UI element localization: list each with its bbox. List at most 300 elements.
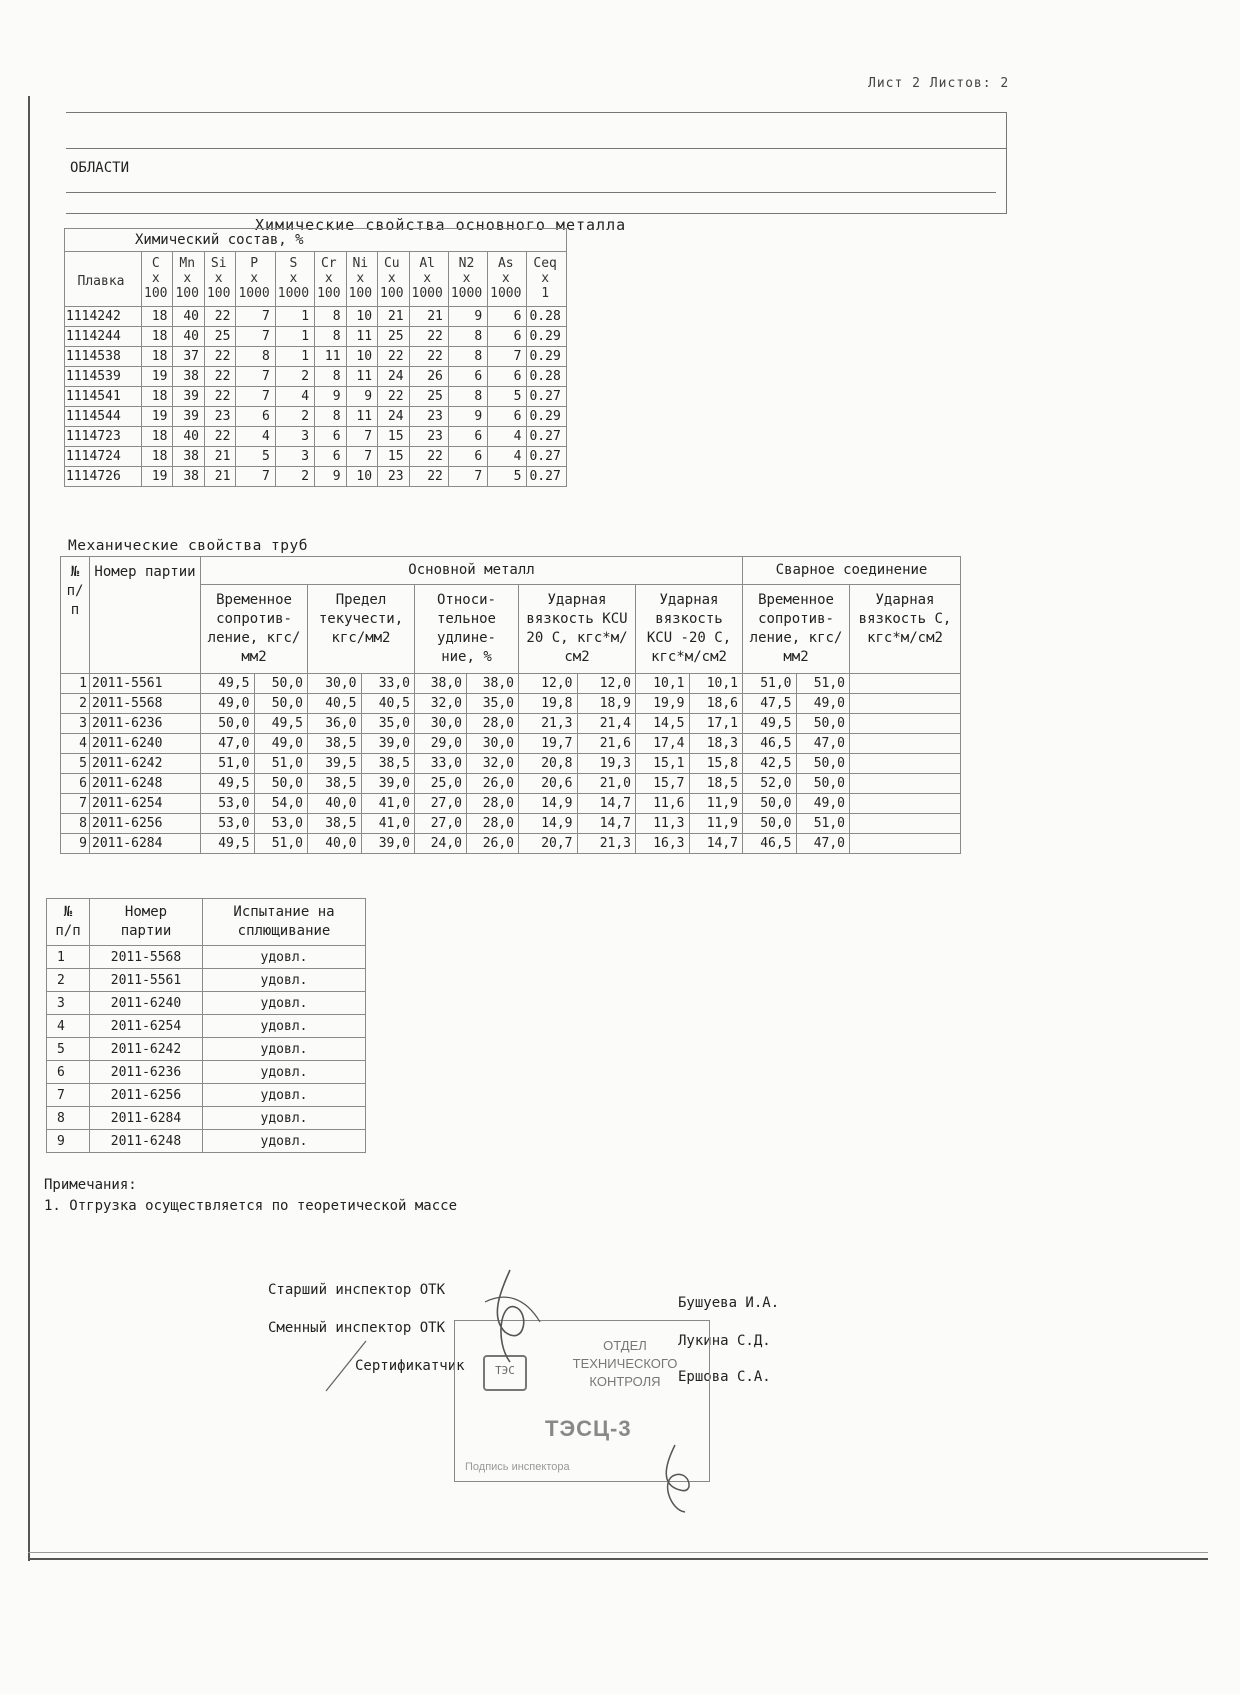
- cell: 33,0: [361, 674, 415, 694]
- cell: 39,0: [361, 834, 415, 854]
- table-row: [61, 834, 961, 854]
- cell: 11,3: [636, 814, 690, 834]
- cell: 8: [315, 307, 346, 327]
- table-row: [61, 814, 961, 834]
- table-row: [65, 447, 567, 467]
- sheet-number: Лист 2 Листов: 2: [868, 76, 1010, 91]
- cell: 53,0: [201, 794, 255, 814]
- table-row: [65, 367, 567, 387]
- cell: 51,0: [201, 754, 255, 774]
- cell: 19,3: [577, 754, 636, 774]
- cell: 4: [488, 427, 527, 447]
- cell: 6: [236, 407, 275, 427]
- test-result: удовл.: [203, 1061, 366, 1084]
- cell: 25: [409, 387, 448, 407]
- row-number: 1: [47, 946, 90, 969]
- cell: 21,3: [519, 714, 578, 734]
- lot-number: 2011-6240: [90, 992, 203, 1015]
- cell: 7: [236, 327, 275, 347]
- cell: 21,4: [577, 714, 636, 734]
- cell: 17,1: [689, 714, 743, 734]
- table-row: [47, 969, 366, 992]
- cell: 30,0: [308, 674, 362, 694]
- row-number: 6: [47, 1061, 90, 1084]
- element-mult: x: [214, 271, 223, 286]
- certifier-name: Ершова С.А.: [678, 1369, 771, 1385]
- table-row: [47, 1084, 366, 1107]
- table-row: [65, 467, 567, 487]
- table-row: [61, 734, 961, 754]
- cell: 35,0: [361, 714, 415, 734]
- signature-scribble-2: [316, 1336, 376, 1396]
- cell: 38: [173, 367, 204, 387]
- element-mult: x: [151, 271, 160, 286]
- cell: 47,5: [743, 694, 797, 714]
- chemical-subtitle: Химический состав, %: [65, 229, 567, 252]
- cell: 10: [346, 307, 377, 327]
- cell: 18,3: [689, 734, 743, 754]
- cell: 49,0: [796, 794, 850, 814]
- mechanical-table: [60, 556, 961, 854]
- cell: 38,5: [308, 774, 362, 794]
- flat-col-test: Испытание на сплющивание: [203, 899, 366, 946]
- cell: 11: [315, 347, 346, 367]
- heat-number: 1114724: [65, 447, 142, 467]
- cell: 5: [236, 447, 275, 467]
- cell: 2: [275, 367, 314, 387]
- cell: 11,6: [636, 794, 690, 814]
- cell: 49,0: [796, 694, 850, 714]
- col-element: [236, 252, 275, 307]
- cell: 0.29: [527, 327, 566, 347]
- cell: 10,1: [689, 674, 743, 694]
- cell: 23: [378, 467, 409, 487]
- cell: 50,0: [796, 754, 850, 774]
- lot-number: 2011-6242: [90, 754, 201, 774]
- group-base-metal: Основной металл: [201, 557, 743, 585]
- weld-impact-cell: [850, 814, 961, 834]
- table-row: [65, 307, 567, 327]
- heat-number: 1114544: [65, 407, 142, 427]
- senior-inspector-name: Бушуева И.А.: [678, 1295, 780, 1311]
- cell: 46,5: [743, 734, 797, 754]
- cell: 5: [488, 387, 527, 407]
- col-element: [173, 252, 204, 307]
- weld-impact-cell: [850, 794, 961, 814]
- element-mult: x: [289, 271, 298, 286]
- cell: 10: [346, 347, 377, 367]
- table-row: [47, 946, 366, 969]
- cell: 26: [409, 367, 448, 387]
- table-row: [47, 1061, 366, 1084]
- cell: 47,0: [796, 834, 850, 854]
- col-element: [142, 252, 173, 307]
- senior-inspector-role: Старший инспектор ОТК: [268, 1282, 446, 1298]
- element-symbol: N2: [458, 256, 475, 271]
- cell: 22: [409, 467, 448, 487]
- cell: 8: [448, 387, 487, 407]
- element-symbol: S: [289, 256, 298, 271]
- chemical-title: Химические свойства основного металла: [255, 216, 627, 234]
- cell: 22: [204, 387, 235, 407]
- element-unit: 100: [348, 286, 373, 301]
- cell: 50,0: [254, 674, 308, 694]
- cell: 22: [409, 347, 448, 367]
- row-number: 5: [47, 1038, 90, 1061]
- cell: 7: [346, 427, 377, 447]
- table-row: [47, 1130, 366, 1153]
- element-symbol: Mn: [179, 256, 196, 271]
- header-divider: [66, 148, 1006, 149]
- cell: 22: [204, 347, 235, 367]
- weld-impact-cell: [850, 674, 961, 694]
- lot-number: 2011-6284: [90, 834, 201, 854]
- cell: 32,0: [467, 754, 519, 774]
- element-symbol: Cu: [383, 256, 400, 271]
- heat-number: 1114538: [65, 347, 142, 367]
- cell: 22: [378, 387, 409, 407]
- cell: 14,5: [636, 714, 690, 734]
- lot-number: 2011-6284: [90, 1107, 203, 1130]
- cell: 11,9: [689, 814, 743, 834]
- cell: 22: [378, 347, 409, 367]
- cell: 7: [236, 307, 275, 327]
- table-row: [47, 992, 366, 1015]
- weld-impact-cell: [850, 834, 961, 854]
- col-kcu-20: Ударная вязкость KCU 20 C, кгс*м/см2: [519, 585, 636, 674]
- lot-number: 2011-6240: [90, 734, 201, 754]
- cell: 2: [275, 407, 314, 427]
- stamp-department: ОТДЕЛ ТЕХНИЧЕСКОГО КОНТРОЛЯ: [572, 1338, 678, 1389]
- cell: 20,7: [519, 834, 578, 854]
- col-element: [204, 252, 235, 307]
- shift-inspector-name: Лукина С.Д.: [678, 1333, 771, 1349]
- element-mult: x: [324, 271, 333, 286]
- table-row: [65, 387, 567, 407]
- row-number: 3: [47, 992, 90, 1015]
- cell: 0.29: [527, 407, 566, 427]
- cell: 35,0: [467, 694, 519, 714]
- heat-number: 1114541: [65, 387, 142, 407]
- cell: 32,0: [415, 694, 467, 714]
- page-border-bottom-thin: [28, 1552, 1208, 1553]
- cell: 0.27: [527, 427, 566, 447]
- element-unit: 1000: [490, 286, 522, 301]
- cell: 16,3: [636, 834, 690, 854]
- cell: 30,0: [467, 734, 519, 754]
- cell: 50,0: [743, 794, 797, 814]
- row-number: 2: [61, 694, 90, 714]
- cell: 6: [315, 427, 346, 447]
- chemical-table: [64, 228, 567, 487]
- cell: 0.27: [527, 447, 566, 467]
- flat-col-num: № п/п: [47, 899, 90, 946]
- cell: 9: [346, 387, 377, 407]
- row-number: 9: [47, 1130, 90, 1153]
- element-mult: x: [541, 271, 550, 286]
- cell: 49,5: [201, 674, 255, 694]
- cell: 9: [448, 307, 487, 327]
- test-result: удовл.: [203, 992, 366, 1015]
- shift-inspector-role: Сменный инспектор ОТК: [268, 1320, 446, 1336]
- lot-number: 2011-5561: [90, 674, 201, 694]
- row-number: 9: [61, 834, 90, 854]
- cell: 25,0: [415, 774, 467, 794]
- element-unit: 1000: [411, 286, 443, 301]
- header-box: [66, 112, 1007, 214]
- cell: 38,5: [361, 754, 415, 774]
- cell: 4: [488, 447, 527, 467]
- col-heat: Плавка: [65, 252, 142, 307]
- cell: 39,0: [361, 774, 415, 794]
- cell: 23: [204, 407, 235, 427]
- cell: 18: [142, 387, 173, 407]
- table-row: [65, 427, 567, 447]
- cell: 50,0: [796, 774, 850, 794]
- cell: 15: [378, 427, 409, 447]
- cell: 38: [173, 467, 204, 487]
- notes: [44, 1175, 457, 1217]
- element-unit: 100: [380, 286, 404, 301]
- element-mult: x: [423, 271, 432, 286]
- cell: 40,0: [308, 834, 362, 854]
- cell: 49,5: [743, 714, 797, 734]
- cell: 49,5: [201, 774, 255, 794]
- cell: 42,5: [743, 754, 797, 774]
- cell: 11: [346, 367, 377, 387]
- element-mult: x: [250, 271, 259, 286]
- lot-number: 2011-6254: [90, 1015, 203, 1038]
- group-weld: Сварное соединение: [743, 557, 961, 585]
- cell: 7: [236, 367, 275, 387]
- cell: 50,0: [254, 774, 308, 794]
- flattening-table: [46, 898, 366, 1153]
- cell: 21: [204, 447, 235, 467]
- row-number: 7: [47, 1084, 90, 1107]
- cell: 27,0: [415, 814, 467, 834]
- cell: 12,0: [519, 674, 578, 694]
- test-result: удовл.: [203, 1107, 366, 1130]
- element-symbol: P: [250, 256, 259, 271]
- cell: 37: [173, 347, 204, 367]
- col-num: № п/п: [61, 557, 90, 674]
- element-symbol: Si: [210, 256, 227, 271]
- cell: 7: [236, 387, 275, 407]
- row-number: 4: [47, 1015, 90, 1038]
- chemical-body: [65, 307, 567, 487]
- cell: 49,0: [254, 734, 308, 754]
- cell: 40,0: [308, 794, 362, 814]
- element-unit: 100: [175, 286, 199, 301]
- note-1: 1. Отгрузка осуществляется по теоретической массе: [44, 1198, 458, 1214]
- cell: 51,0: [796, 814, 850, 834]
- heat-number: 1114726: [65, 467, 142, 487]
- cell: 12,0: [577, 674, 636, 694]
- cell: 49,5: [254, 714, 308, 734]
- cell: 22: [409, 447, 448, 467]
- lot-number: 2011-6242: [90, 1038, 203, 1061]
- table-row: [47, 1038, 366, 1061]
- lot-number: 2011-5561: [90, 969, 203, 992]
- cell: 49,5: [201, 834, 255, 854]
- cell: 26,0: [467, 774, 519, 794]
- signature-scribble-1: [470, 1262, 550, 1372]
- cell: 40,5: [308, 694, 362, 714]
- cell: 18,6: [689, 694, 743, 714]
- cell: 51,0: [254, 754, 308, 774]
- lot-number: 2011-6256: [90, 814, 201, 834]
- cell: 18: [142, 347, 173, 367]
- cell: 8: [315, 327, 346, 347]
- cell: 5: [488, 467, 527, 487]
- lot-number: 2011-6248: [90, 774, 201, 794]
- cell: 14,7: [577, 814, 636, 834]
- cell: 47,0: [796, 734, 850, 754]
- cell: 36,0: [308, 714, 362, 734]
- cell: 41,0: [361, 814, 415, 834]
- signature-scribble-3: [650, 1440, 710, 1520]
- lot-number: 2011-6236: [90, 714, 201, 734]
- lot-number: 2011-6236: [90, 1061, 203, 1084]
- table-row: [61, 694, 961, 714]
- table-row: [47, 1107, 366, 1130]
- page-border-left: [28, 96, 30, 1561]
- cell: 28,0: [467, 714, 519, 734]
- cell: 21,6: [577, 734, 636, 754]
- cell: 39: [173, 407, 204, 427]
- cell: 4: [275, 387, 314, 407]
- cell: 10,1: [636, 674, 690, 694]
- test-result: удовл.: [203, 1084, 366, 1107]
- cell: 19,9: [636, 694, 690, 714]
- element-unit: 1000: [277, 286, 310, 301]
- cell: 9: [315, 387, 346, 407]
- row-number: 8: [47, 1107, 90, 1130]
- test-result: удовл.: [203, 946, 366, 969]
- weld-impact-cell: [850, 734, 961, 754]
- cell: 25: [378, 327, 409, 347]
- cell: 1: [275, 327, 314, 347]
- cell: 28,0: [467, 794, 519, 814]
- element-symbol: As: [497, 256, 514, 271]
- cell: 18: [142, 307, 173, 327]
- weld-impact-cell: [850, 714, 961, 734]
- cell: 29,0: [415, 734, 467, 754]
- cell: 30,0: [415, 714, 467, 734]
- row-number: 6: [61, 774, 90, 794]
- cell: 6: [488, 407, 527, 427]
- cell: 3: [275, 427, 314, 447]
- cell: 28,0: [467, 814, 519, 834]
- stamp-unit: ТЭСЦ-3: [545, 1416, 632, 1441]
- cell: 3: [275, 447, 314, 467]
- cell: 6: [448, 367, 487, 387]
- row-number: 4: [61, 734, 90, 754]
- lot-number: 2011-6254: [90, 794, 201, 814]
- table-row: [65, 347, 567, 367]
- cell: 23: [409, 407, 448, 427]
- cell: 39: [173, 387, 204, 407]
- cell: 18: [142, 447, 173, 467]
- col-element: [409, 252, 448, 307]
- cell: 38,0: [467, 674, 519, 694]
- cell: 8: [315, 407, 346, 427]
- cell: 23: [409, 427, 448, 447]
- element-symbol: Al: [419, 256, 436, 271]
- cell: 22: [204, 367, 235, 387]
- cell: 15,8: [689, 754, 743, 774]
- element-unit: 1: [541, 286, 550, 301]
- cell: 19,7: [519, 734, 578, 754]
- col-yield: Предел текучести, кгс/мм2: [308, 585, 415, 674]
- cell: 0.29: [527, 347, 566, 367]
- element-symbol: C: [151, 256, 160, 271]
- cell: 51,0: [254, 834, 308, 854]
- cell: 20,6: [519, 774, 578, 794]
- test-result: удовл.: [203, 1015, 366, 1038]
- cell: 19: [142, 407, 173, 427]
- test-result: удовл.: [203, 1038, 366, 1061]
- cell: 8: [448, 347, 487, 367]
- cell: 25: [204, 327, 235, 347]
- cell: 4: [236, 427, 275, 447]
- cell: 7: [488, 347, 527, 367]
- col-elongation: Относи- тельное удлине- ние, %: [415, 585, 519, 674]
- table-row: [61, 714, 961, 734]
- heat-number: 1114539: [65, 367, 142, 387]
- col-element: [488, 252, 527, 307]
- cell: 0.27: [527, 387, 566, 407]
- col-element: [315, 252, 346, 307]
- element-symbol: Ni: [352, 256, 369, 271]
- cell: 46,5: [743, 834, 797, 854]
- cell: 1: [275, 307, 314, 327]
- cell: 21: [378, 307, 409, 327]
- cell: 11,9: [689, 794, 743, 814]
- header-divider-2: [66, 192, 996, 193]
- weld-impact-cell: [850, 774, 961, 794]
- cell: 14,7: [577, 794, 636, 814]
- cell: 53,0: [201, 814, 255, 834]
- table-row: [61, 674, 961, 694]
- element-unit: 100: [144, 286, 168, 301]
- cell: 19,8: [519, 694, 578, 714]
- cell: 53,0: [254, 814, 308, 834]
- cell: 10: [346, 467, 377, 487]
- cell: 39,5: [308, 754, 362, 774]
- element-mult: x: [183, 271, 192, 286]
- col-element: [378, 252, 409, 307]
- element-symbol: Ceq: [533, 256, 557, 271]
- cell: 19: [142, 367, 173, 387]
- cell: 24: [378, 407, 409, 427]
- cell: 51,0: [796, 674, 850, 694]
- cell: 18,5: [689, 774, 743, 794]
- element-unit: 1000: [450, 286, 483, 301]
- cell: 38,5: [308, 814, 362, 834]
- cell: 14,9: [519, 814, 578, 834]
- cell: 8: [448, 327, 487, 347]
- cell: 18: [142, 427, 173, 447]
- row-number: 7: [61, 794, 90, 814]
- col-element: [275, 252, 314, 307]
- cell: 7: [236, 467, 275, 487]
- col-tensile: Временное сопротив- ление, кгс/мм2: [201, 585, 308, 674]
- cell: 27,0: [415, 794, 467, 814]
- cell: 47,0: [201, 734, 255, 754]
- test-result: удовл.: [203, 1130, 366, 1153]
- cell: 6: [488, 307, 527, 327]
